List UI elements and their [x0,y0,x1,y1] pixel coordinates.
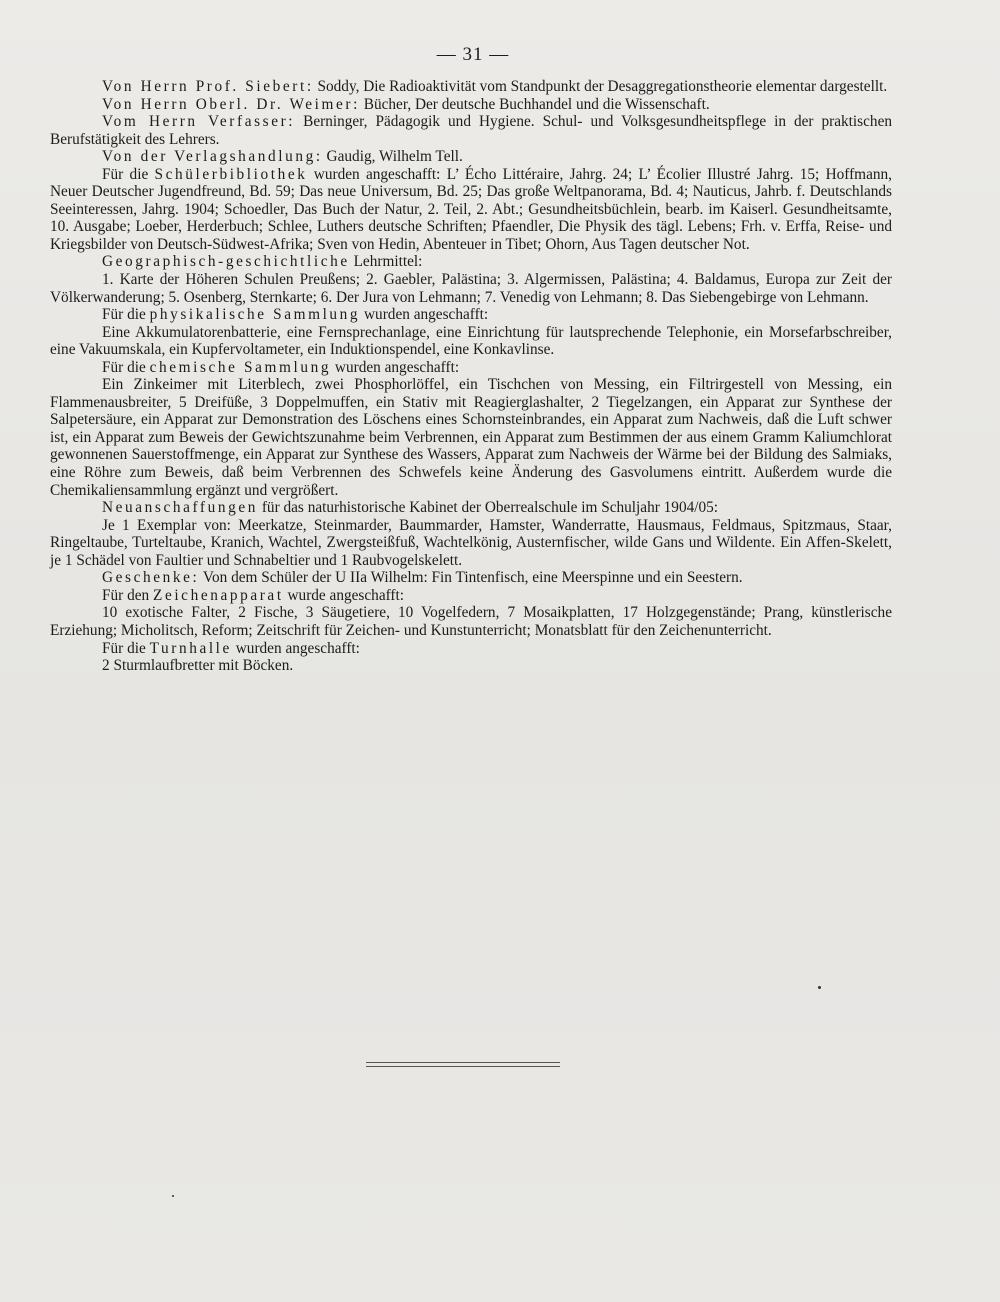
paragraph [50,499,892,517]
paragraph-text: wurden angeschafft: [360,306,489,324]
paragraph-text: Ein Zinkeimer mit Literblech, zwei Phosphorlöffel, ein Tischchen von Messing, ein Filtrirgestell von Messing, ein Flammenausbreiter, 5 Dreifüße, 3 Doppelmuffen, ein Stativ mit Reagierglashalter, 2 Tiegelzangen, ein Apparat zur Synthese der Salpetersäure, ein Apparat zur Demonstration des Löschens eines Schornsteinbrandes, ein Apparat zum Nachweis, daß die Luft schwer ist, ein Apparat zum Beweis der Gewichtszunahme beim Verbrennen, ein Apparat zum Bestimmen der aus einem Gramm Kaliumchlorat gewonnenen Sauerstoffmenge, ein Apparat zur Synthese des Wassers, Apparat zum Nachweis der Wärme bei der Bildung des Salmiaks, eine Röhre zum Beweis, daß beim Verbrennen des Schwefels keine Änderung des Gasvolumens eintritt. Außerdem wurde die Chemikaliensammlung ergänzt und vergrößert. [50,376,892,499]
paragraph-prefix: Für die [102,306,150,324]
paragraph-text: wurde angeschafft: [283,586,405,604]
spaced-heading: physikalische Sammlung [149,306,361,324]
paragraph-text: Berninger, Pädagogik und Hygiene. Schul- und Volksgesundheitspflege in der praktischen Berufstätigkeit des Lehrers. [50,113,893,148]
paragraph-text: wurden angeschafft: [331,358,460,376]
paragraph [50,78,892,96]
paragraph [50,376,892,499]
paragraph-text: 2 Sturmlaufbretter mit Böcken. [102,657,294,675]
paragraph [50,306,892,324]
paragraph-text: Von dem Schüler der U IIa Wilhelm: Fin Tintenfisch, eine Meerspinne und ein Seestern. [199,569,743,587]
paragraph [50,604,892,639]
paragraph-text: 10 exotische Falter, 2 Fische, 3 Säugetiere, 10 Vogelfedern, 7 Mosaikplatten, 17 Holzgegenstände; Prang, künstlerische Erziehung; Micholitsch, Reform; Zeitschrift für Zeichen- und Kunstunterricht; Monatsblatt für den Zeichenunterricht. [50,604,892,639]
paragraph-text: Eine Akkumulatorenbatterie, eine Fernsprechanlage, eine Einrichtung für lautsprechende Telephonie, ein Morsefarbschreiber, eine Vakuumskala, ein Kupfervoltameter, ein Induktionspendel, eine Konkavlinse. [50,323,892,359]
page-number: — 31 — [436,44,510,65]
paragraph [50,359,892,377]
spaced-heading: Vom Herrn Verfasser: [102,113,296,131]
paragraph [50,657,892,675]
paragraph [50,166,892,254]
closing-double-rule [366,1062,560,1067]
paragraph-prefix: Für die [102,165,155,183]
paragraph [50,517,892,570]
spaced-heading: Von Herrn Oberl. Dr. Weimer: [102,95,360,113]
print-speck [172,1195,174,1197]
spaced-heading: Turnhalle [149,639,232,657]
paragraph-text: wurden angeschafft: L’ Écho Littéraire, Jahrg. 24; L’ Écolier Illustré Jahrg. 15; Hoffmann, Neuer Deutscher Jugendfreund, Bd. 59; Das neue Universum, Bd. 25; Das große Weltpanorama, Bd. 4; Nauticus, Jahrb. f. Deutschlands Seeinteressen, Jahrg. 1904; Schoedler, Das Buch der Natur, 2. Teil, 2. Abt.; Gesundheitsbüchlein, bearb. im Kaiserl. Gesundheitsamte, 10. Ausgabe; Loeber, Herderbuch; Schlee, Luthers deutsche Schriften; Pfaendler, Die Physik des tägl. Lebens; Frh. v. Erffa, Reise- und Kriegsbilder von Deutsch-Südwest-Afrika; Sven von Hedin, Abenteuer in Tibet; Ohorn, Aus Tagen deutscher Not. [50,165,892,253]
paragraph-prefix: Für die [102,358,150,376]
spaced-heading: Schülerbibliothek [154,165,308,183]
paragraph [50,569,892,587]
paragraph [50,324,892,359]
paragraph-text: Gaudig, Wilhelm Tell. [322,148,463,166]
paragraph-text: für das naturhistorische Kabinet der Oberrealschule im Schuljahr 1904/05: [258,499,719,517]
paragraph [50,96,892,114]
paragraph-prefix: Für den [102,586,153,604]
paragraph-text: Bücher, Der deutsche Buchhandel und die Wissenschaft. [359,95,710,113]
spaced-heading: Zeichenapparat [153,586,284,604]
spaced-heading: Neuanschaffungen [102,499,258,517]
spaced-heading: Von Herrn Prof. Siebert: [102,78,314,95]
paragraph-text: Je 1 Exemplar von: Meerkatze, Steinmarder, Baummarder, Hamster, Wanderratte, Hausmaus, Feldmaus, Spitzmaus, Staar, Ringeltaube, Turteltaube, Kranich, Wachtel, Zwergsteißfuß, Wachtelkönig, Austernfischer, wilde Gans und Wildente. Ein Affen-Skelett, je 1 Schädel von Faultier und Schnabeltier und 1 Raubvogelskelett. [50,516,892,569]
spaced-heading: chemische Sammlung [149,358,332,376]
paragraph [50,640,892,658]
paragraph [50,253,892,271]
spaced-heading: Von der Verlagshandlung: [102,148,323,166]
paragraph [50,587,892,605]
paragraph [50,113,892,148]
spaced-heading: Geographisch-geschichtliche [102,253,350,271]
paragraph [50,271,892,306]
paragraph-prefix: Für die [102,639,150,657]
paragraph-text: Lehrmittel: [349,253,423,271]
paragraph [50,148,892,166]
body-text [50,78,892,675]
paragraph-text: 1. Karte der Höheren Schulen Preußens; 2. Gaebler, Palästina; 3. Algermissen, Palästina; 4. Baldamus, Europa zur Zeit der Völkerwanderung; 5. Osenberg, Sternkarte; 6. Der Jura von Lehmann; 7. Venedig von Lehmann; 8. Das Siebengebirge von Lehmann. [50,271,892,306]
print-speck [818,986,821,989]
paragraph-text: wurden angeschafft: [231,639,360,657]
paragraph-text: Soddy, Die Radioaktivität vom Standpunkt der Desaggregationstheorie elementar dargestellt. [313,78,888,95]
spaced-heading: Geschenke: [102,569,200,587]
